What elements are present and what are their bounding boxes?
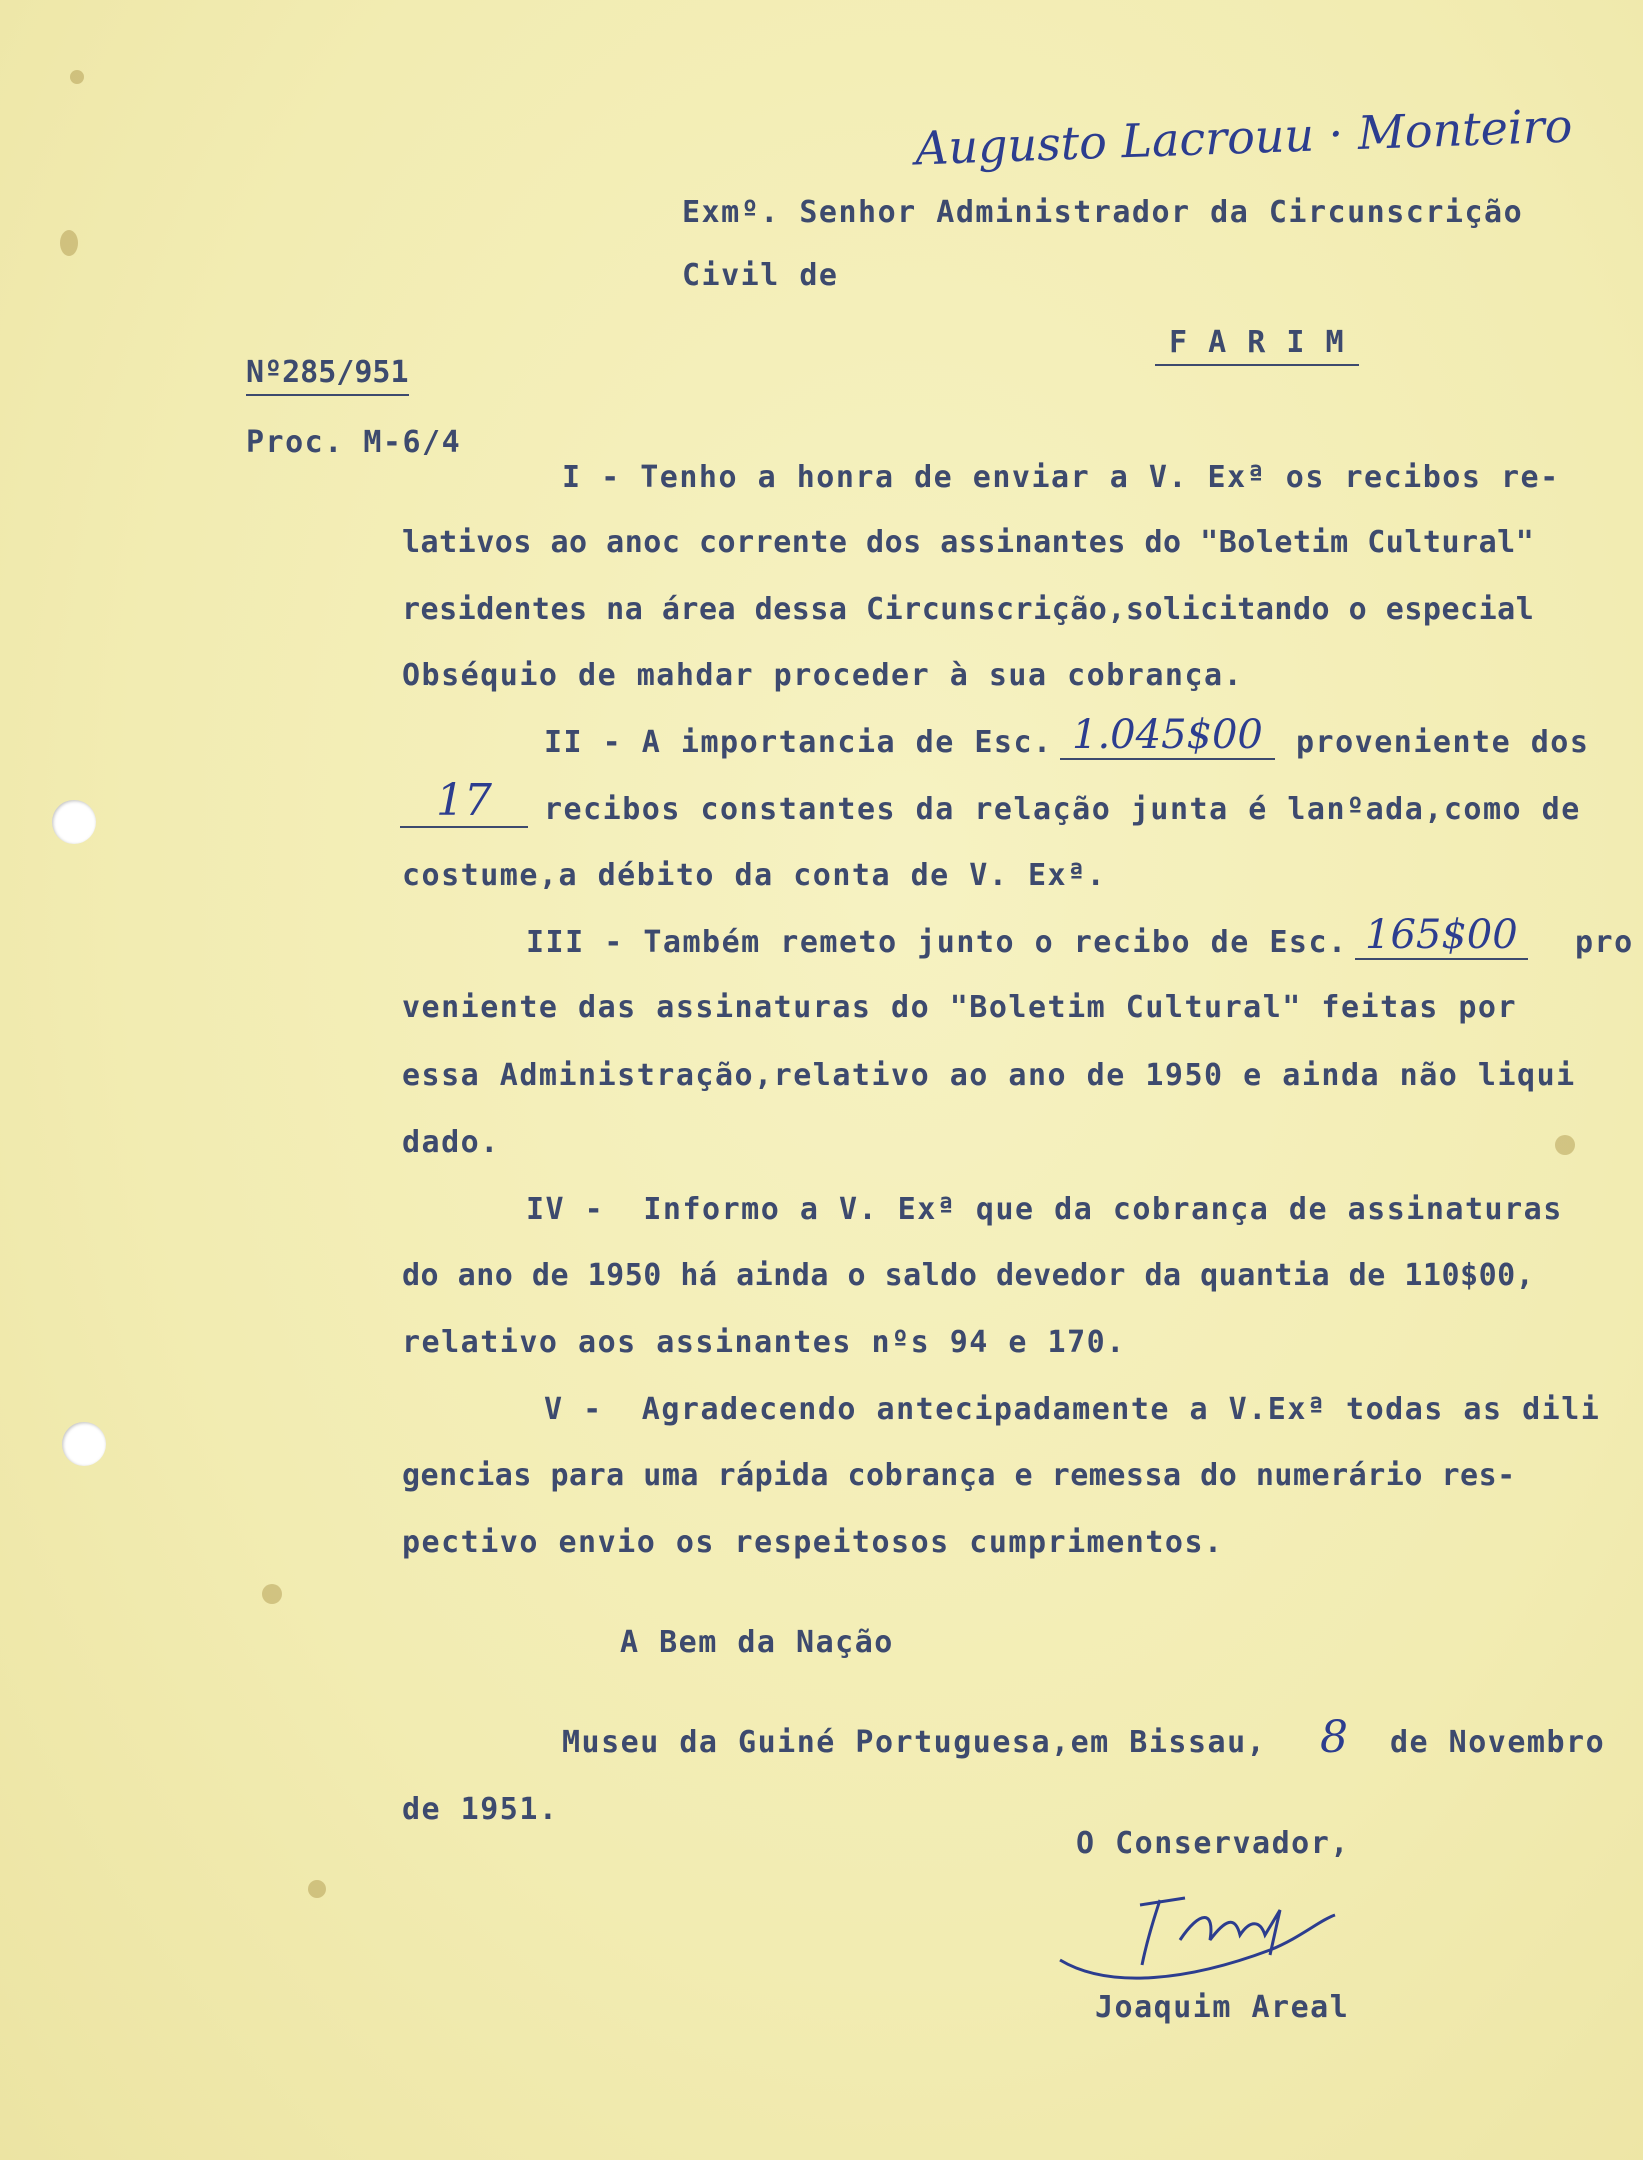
paragraph-2-line-2: recibos constantes da relação junta é lanºada,como de [544,792,1581,827]
paragraph-4-line-2: do ano de 1950 há ainda o saldo devedor da quantia de 110$00, [402,1258,1535,1293]
signatory-name: Joaquim Areal [1095,1990,1350,2025]
handwritten-addressee-name: Augusto Lacrouu · Monteiro [914,98,1574,176]
reference-number: Nº285/951 [246,355,409,396]
place-date-year: de 1951. [402,1792,559,1827]
paragraph-5-line-2: gencias para uma rápida cobrança e remessa do numerário res- [402,1458,1516,1493]
paragraph-5-line-1: V - Agradecendo antecipadamente a V.Exª todas as dili [544,1392,1601,1427]
place-date-part1: Museu da Guiné Portuguesa,em Bissau, [562,1725,1267,1760]
date-day-handwritten: 8 [1320,1712,1348,1763]
closing-salutation: A Bem da Nação [620,1625,894,1660]
amount-handwritten-1: 1.045$00 [1060,712,1275,760]
address-line-2: Civil de [682,258,839,293]
address-city: F A R I M [1155,325,1359,366]
stain [60,230,78,256]
paragraph-2-line-1a: II - A importancia de Esc. [544,725,1053,760]
paragraph-3-line-2: veniente das assinaturas do "Boletim Cultural" feitas por [402,990,1518,1025]
punch-hole-bottom [62,1422,106,1466]
paragraph-1-line-4: Obséquio de mahdar proceder à sua cobrança. [402,658,1244,693]
stain [1555,1135,1575,1155]
receipt-count-handwritten: 17 [400,775,528,828]
paragraph-2-line-1b: proveniente dos [1296,725,1590,760]
punch-hole-top [52,800,96,844]
paragraph-1-line-2: lativos ao anoc corrente dos assinantes do "Boletim Cultural" [402,525,1535,560]
signatory-title: O Conservador, [1076,1826,1350,1861]
paragraph-1-line-1: I - Tenho a honra de enviar a V. Exª os recibos re- [562,460,1560,495]
process-reference: Proc. M-6/4 [246,425,462,460]
stain [262,1584,282,1604]
amount-handwritten-2: 165$00 [1355,912,1528,960]
paragraph-3-line-3: essa Administração,relativo ao ano de 1950 e ainda não liqui [402,1058,1576,1093]
paragraph-4-line-3: relativo aos assinantes nºs 94 e 170. [402,1325,1126,1360]
stain [308,1880,326,1898]
address-line-1: Exmº. Senhor Administrador da Circunscrição [682,195,1524,230]
paragraph-5-line-3: pectivo envio os respeitosos cumprimentos. [402,1525,1224,1560]
paragraph-2-line-3: costume,a débito da conta de V. Exª. [402,858,1107,893]
paragraph-1-line-3: residentes na área dessa Circunscrição,solicitando o especial [402,592,1535,627]
handwritten-signature [1050,1880,1350,2000]
place-date-part2: de Novembro [1390,1725,1606,1760]
stain [70,70,84,84]
paragraph-3-line-4: dado. [402,1125,500,1160]
paragraph-3-line-1b: pro [1575,925,1634,960]
paragraph-4-line-1: IV - Informo a V. Exª que da cobrança de assinaturas [526,1192,1563,1227]
paragraph-3-line-1a: III - Também remeto junto o recibo de Esc. [526,925,1348,960]
